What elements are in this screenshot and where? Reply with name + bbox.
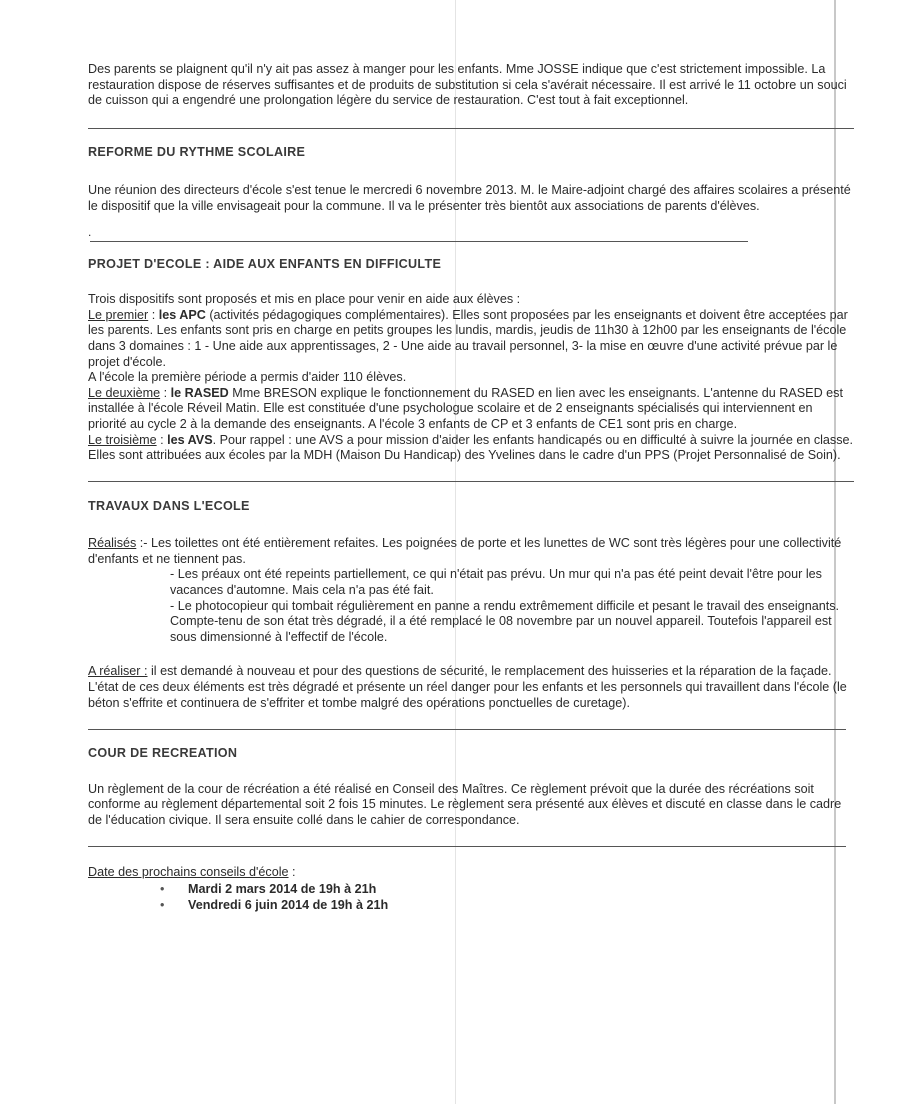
projet-rased-paragraph: Le deuxième : le RASED Mme BRESON explique le fonctionnement du RASED en lien avec les enseignants. L'antenne du RASED est installée à l'école Réveil Matin. Elle est constituée d'une psychologue scolaire et de 2 enseignants spécialisés qui interviennent en priorité au cycle 2 à la demande des enseignants. A l'école 3 enfants de CP et 3 enfants de CE1 sont pris en charge. (88, 385, 843, 431)
travaux-a-realiser: A réaliser : il est demandé à nouveau et pour des questions de sécurité, le remplacement des huisseries et la réparation de la façade. L'état de ces deux éléments est très dégradé et présente un réel danger pour les enfants et les personnels qui travaillent dans l'école (le béton s'effrite et continuera de s'effriter et tombe malgré des opérations ponctuelles de curetage). (88, 664, 847, 710)
label-troisieme: Le troisième (88, 432, 157, 447)
projet-apc-stat: A l'école la première période a permis d'aider 110 élèves. (88, 370, 407, 385)
projet-apc-paragraph: Le premier : les APC (activités pédagogiques complémentaires). Elles sont proposées par les enseignants et doivent être acceptées par les parents. Les enfants sont pris en charge en petits groupes les lundis, mardis, jeudis de 11h30 à 12h00 par les enseignants de l'école dans 3 domaines : 1 - Une aide aux apprentissages, 2 - Une aide au travail personnel, 3- la mise en œuvre d'une activité prévue par le projet d'école. (88, 307, 848, 369)
document-content (88, 62, 854, 913)
dates-list (88, 882, 854, 913)
cour-paragraph: Un règlement de la cour de récréation a été réalisé en Conseil des Maîtres. Ce règlement prévoit que la durée des récréations soit conforme au règlement départemental soit 2 fois 15 minutes. Le règlement sera présenté aux élèves et discuté en classe dans le cadre de l'éducation civique. Il sera ensuite collé dans le cahier de correspondance. (88, 781, 842, 827)
projet-intro: Trois dispositifs sont proposés et mis en place pour venir en aide aux élèves : (88, 292, 521, 307)
list-item: • Vendredi 6 juin 2014 de 19h à 21h (160, 897, 389, 912)
partial-divider (88, 224, 854, 243)
travaux-realises: Réalisés :- Les toilettes ont été entièrement refaites. Les poignées de porte et les lunettes de WC sont très légères pour une collectivité d'enfants et ne tiennent pas. (88, 536, 842, 566)
travaux-item-preaux: - Les préaux ont été repeints partiellement, ce qui n'était pas prévu. Un mur qui n'a pas été peint devait l'être pour les vacances d'automne. Mais cela n'a pas été fait. (170, 567, 822, 598)
section-divider (88, 729, 846, 730)
intro-paragraph: Des parents se plaignent qu'il n'y ait pas assez à manger pour les enfants. Mme JOSSE indique que c'est strictement impossible. La restauration dispose de réserves suffisantes et de produits de substitution si cela s'avérait nécessaire. Il est arrivé le 11 octobre un souci de cuisson qui a engendré une prolongation légère du service de restauration. C'est tout à fait exceptionnel. (88, 62, 847, 108)
apc-term: les APC (158, 307, 206, 322)
section-title-reforme: REFORME DU RYTHME SCOLAIRE (88, 144, 306, 159)
travaux-item-photocopieur: - Le photocopieur qui tombait régulièrement en panne a rendu extrêmement difficile et pesant le travail des enseignants. Compte-tenu de son état très dégradé, il a été remplacé le 08 novembre par un nouvel appareil. Toutefois l'appareil est sous dimensionné à l'effectif de l'école. (170, 598, 840, 644)
section-title-cour: COUR DE RECREATION (88, 746, 238, 761)
section-title-travaux: TRAVAUX DANS L'ECOLE (88, 498, 250, 513)
label-a-realiser: A réaliser : (88, 664, 148, 679)
dates-label: Date des prochains conseils d'école : (88, 864, 296, 879)
section-divider (88, 481, 854, 482)
bullet-icon: • (160, 882, 165, 897)
section-title-projet: PROJET D'ECOLE : AIDE AUX ENFANTS EN DIFFICULTE (88, 256, 442, 271)
label-premier: Le premier (88, 307, 149, 322)
rased-term: le RASED (170, 385, 229, 400)
section-divider (88, 128, 854, 129)
label-realises: Réalisés (88, 536, 137, 551)
reforme-paragraph: Une réunion des directeurs d'école s'est tenue le mercredi 6 novembre 2013. M. le Maire-adjoint chargé des affaires scolaires a présenté le dispositif que la ville envisageait pour la commune. Il va le présenter très bientôt aux associations de parents d'élèves. (88, 183, 851, 213)
bullet-icon: • (160, 897, 165, 912)
list-item: • Mardi 2 mars 2014 de 19h à 21h (160, 882, 377, 897)
section-divider (88, 846, 846, 847)
stray-mark: . (88, 224, 92, 239)
label-deuxieme: Le deuxième (88, 385, 161, 400)
avs-term: les AVS (167, 432, 213, 447)
projet-avs-paragraph: Le troisième : les AVS. Pour rappel : une AVS a pour mission d'aider les enfants handicapés ou en difficulté à suivre la journée en classe. Elles sont attribuées aux écoles par la MDH (Maison Du Handicap) des Yvelines dans le cadre d'un PPS (Projet Personnalisé de Soin). (88, 432, 854, 463)
